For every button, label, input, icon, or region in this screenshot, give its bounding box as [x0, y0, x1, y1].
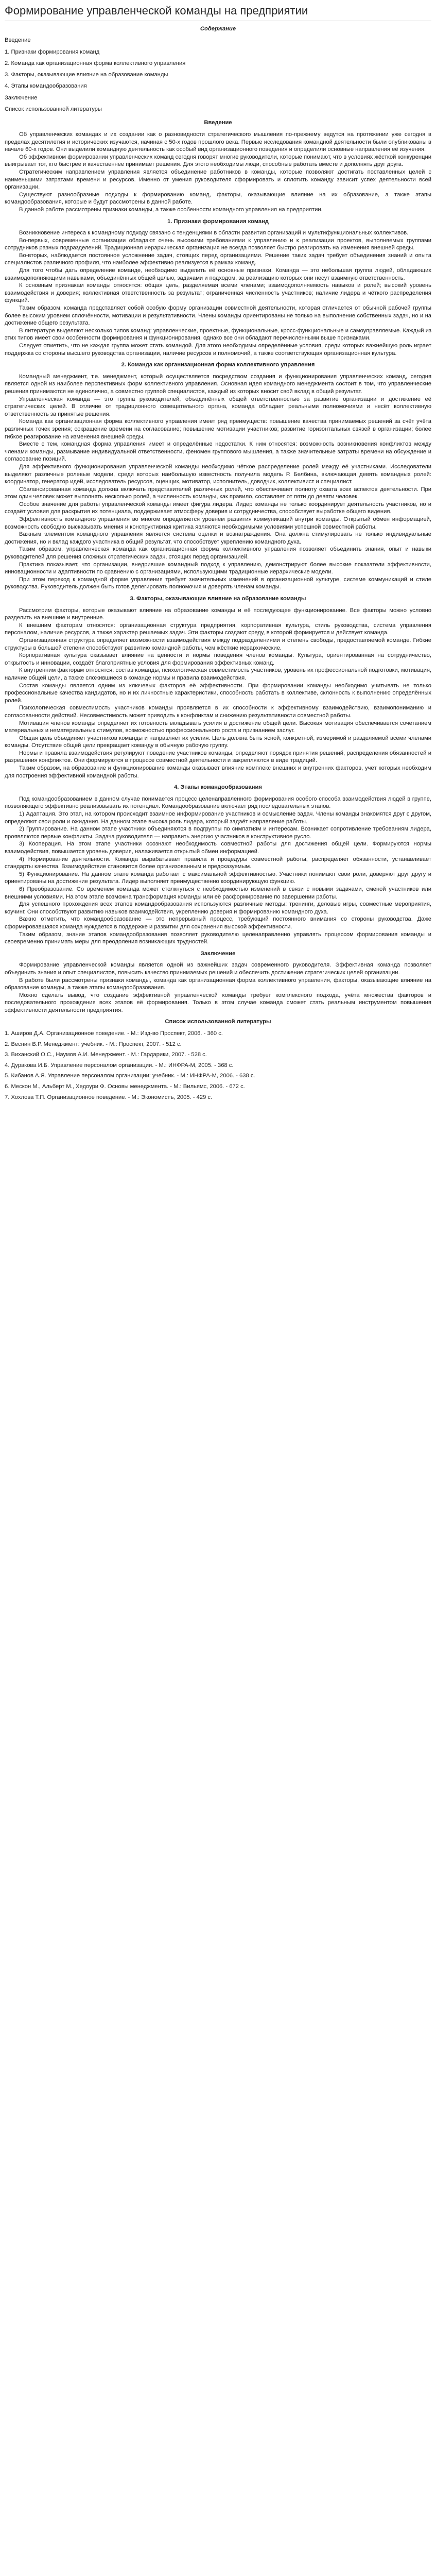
- paragraph: В литературе выделяют несколько типов команд: управленческие, проектные, функциональные, кросс-функциональные и самоуправляемые. Каждый из этих типов имеет свои особенности формирования и функционирования, однако все они обладают перечисленными выше признаками.: [5, 327, 431, 342]
- paragraph: Таким образом, знание этапов командообразования позволяет руководителю целенаправленно управлять процессом формирования команды и своевременно принимать меры для преодоления возникающих трудностей.: [5, 931, 431, 945]
- toc-list: [5, 35, 431, 115]
- section: [5, 357, 431, 591]
- paragraph: К внешним факторам относятся: организационная структура предприятия, корпоративная культура, стиль руководства, система управления персоналом, наличие ресурсов, а также характер решаемых задач. Эти факторы создают среду, в которой формируется и действует команда.: [5, 622, 431, 636]
- paragraph: Состав команды является одним из ключевых факторов её эффективности. При формировании команды необходимо учитывать не только профессиональные качества кандидатов, но и их личностные характеристики, способность работать в коллективе, склонность к выполнению определённых ролей.: [5, 682, 431, 704]
- section: [5, 946, 431, 1014]
- paragraph: При этом переход к командной форме управления требует значительных изменений в организационной культуре, системе коммуникаций и стиле руководства. Руководитель должен быть готов делегировать полномочия и доверять членам команды.: [5, 576, 431, 590]
- paragraph: Организационная структура определяет возможности взаимодействия между подразделениями и степень свободы, предоставляемой команде. Гибкие структуры в большей степени способствуют развитию командной работы, чем жёсткие иерархические.: [5, 637, 431, 651]
- paragraph: Для успешного прохождения всех этапов командообразования используются различные методы: тренинги, деловые игры, совместные мероприятия, коучинг. Они способствуют развитию навыков взаимодействия, укреплению доверия и формированию командного духа.: [5, 901, 431, 915]
- paragraph: Об эффективном формировании управленческих команд сегодня говорят многие руководители, которые понимают, что в условиях жёсткой конкуренции выигрывает тот, кто быстрее и качественнее принимает решения. Для этого необходимы люди, способные работать вместе и дополнять друг друга.: [5, 154, 431, 168]
- paragraph: Управленческая команда — это группа руководителей, объединённых общей ответственностью за развитие организации и достижение её стратегических целей. В отличие от традиционного совещательного органа, команда обладает реальными полномочиями и несёт коллективную ответственность за принятые решения.: [5, 396, 431, 417]
- paragraph: Мотивация членов команды определяет их готовность вкладывать усилия в достижение общей цели. Высокая мотивация обеспечивается сочетанием материальных и нематериальных стимулов, возможностью профессионального роста и признанием заслуг.: [5, 720, 431, 734]
- toc-item: 1. Признаки формирования команд: [5, 48, 100, 55]
- section: [5, 779, 431, 945]
- paragraph: К основным признакам команды относятся: общая цель, разделяемая всеми членами; взаимодополняемость навыков и ролей; высокий уровень взаимодействия и доверия; коллективная ответственность за результат; ограниченная численность участников; наличие лидера и чёткого распределения функций.: [5, 282, 431, 304]
- paragraph: Следует отметить, что не каждая группа может стать командой. Для этого необходимы определённые условия, среди которых важнейшую роль играет поддержка со стороны высшего руководства организации, наличие ресурсов и полномочий, а также соответствующая организационная культура.: [5, 343, 431, 357]
- toc-item: 3. Факторы, оказывающие влияние на образование команды: [5, 72, 168, 78]
- paragraph: Команда как организационная форма коллективного управления имеет ряд преимуществ: повышение качества принимаемых решений за счёт учёта различных точек зрения; сокращение времени на согласование; повышение мотивации участников; развитие горизонтальных связей в организации; более гибкое реагирование на изменения внешней среды.: [5, 418, 431, 440]
- document-body: [5, 115, 431, 1014]
- paragraph: 4) Нормирование деятельности. Команда вырабатывает правила и процедуры совместной работы, распределяет обязанности, устанавливает стандарты качества. Взаимодействие становится более организованным и предсказуемым.: [5, 856, 431, 870]
- section-heading: 3. Факторы, оказывающие влияние на образование команды: [130, 596, 306, 602]
- paragraph: В данной работе рассмотрены признаки команды, а также особенности командного управления на предприятии.: [19, 206, 323, 213]
- paragraph: Возникновение интереса к командному подходу связано с тенденциями в области развития организаций и мультифункциональных коллективов.: [19, 230, 409, 236]
- section-heading: 4. Этапы командообразования: [174, 784, 262, 791]
- paragraph: Для того чтобы дать определение команде, необходимо выделить её основные признаки. Команда — это небольшая группа людей, обладающих взаимодополняющими навыками, объединённых общей целью, задачами и подходом, за реализацию которых они несут взаимную ответственность.: [5, 267, 431, 281]
- paragraph: Важно отметить, что командообразование — это непрерывный процесс, требующий постоянного внимания со стороны руководства. Даже сформировавшаяся команда нуждается в поддержке и развитии для сохранения высокой эффективности.: [5, 916, 431, 930]
- paragraph: Об управленческих командах и их создании как о разновидности стратегического мышления по-прежнему ведутся на протяжении уже сегодня в пределах десятилетия и исторических изучаются, начиная с 50-х годов прошлого века. Первые исследования командной деятельности были опубликованы в начале 60-х годов. Они выделили командную деятельность как особый вид организационного поведения и определили основные направления её изучения.: [5, 131, 431, 153]
- section-heading: 1. Признаки формирования команд: [167, 218, 269, 225]
- paragraph: Таким образом, управленческая команда как организационная форма коллективного управления позволяет объединить знания, опыт и навыки руководителей для решения сложных стратегических задач, стоящих перед организацией.: [5, 546, 431, 561]
- paragraph: 3) Кооперация. На этом этапе участники осознают необходимость совместной работы для достижения общей цели. Формируются нормы взаимодействия, повышается уровень доверия, налаживается открытый обмен информацией.: [5, 841, 431, 855]
- paragraph: Эффективность командного управления во многом определяется уровнем развития коммуникаций внутри команды. Открытый обмен информацией, возможность свободно высказывать мнения и конструктивная критика являются необходимыми условиями успешной совместной работы.: [5, 516, 431, 530]
- section: [5, 591, 431, 779]
- section-heading: Заключение: [200, 950, 236, 957]
- paragraph: Рассмотрим факторы, которые оказывают влияние на образование команды и её последующее функционирование. Все факторы можно условно разделить на внешние и внутренние.: [5, 607, 431, 621]
- page-title: Формирование управленческой команды на предприятии: [5, 4, 431, 21]
- section-heading: 2. Команда как организационная форма коллективного управления: [121, 362, 315, 368]
- paragraph: Корпоративная культура оказывает влияние на ценности и нормы поведения членов команды. Культура, ориентированная на сотрудничество, открытость и инновации, создаёт благоприятные условия для формирования эффективных команд.: [5, 652, 431, 666]
- literature-item: 3. Виханский О.С., Наумов А.И. Менеджмент. - М.: Гардарики, 2007. - 528 с.: [5, 1052, 207, 1058]
- literature-item: 2. Веснин В.Р. Менеджмент: учебник. - М.: Проспект, 2007. - 512 с.: [5, 1041, 182, 1047]
- paragraph: В работе были рассмотрены признаки команды, команда как организационная форма коллективного управления, факторы, оказывающие влияние на образование команды, а также этапы командообразования.: [5, 977, 431, 991]
- paragraph: Во-вторых, наблюдается постоянное усложнение задач, стоящих перед организациями. Решение таких задач требует объединения знаний и опыта специалистов различного профиля, что наиболее эффективно реализуется в рамках команд.: [5, 252, 431, 266]
- literature-item: 1. Аширов Д.А. Организационное поведение. - М.: Изд-во Проспект, 2006. - 360 с.: [5, 1030, 223, 1037]
- literature-item: 5. Кибанов А.Я. Управление персоналом организации: учебник. - М.: ИНФРА-М, 2006. - 638 с.: [5, 1073, 255, 1079]
- paragraph: Можно сделать вывод, что создание эффективной управленческой команды требует комплексного подхода, учёта множества факторов и последовательного прохождения всех этапов её формирования. Только в этом случае команда сможет стать реальным инструментом повышения эффективности деятельности предприятия.: [5, 992, 431, 1013]
- literature-section: [5, 1014, 431, 1101]
- paragraph: Под командообразованием в данном случае понимается процесс целенаправленного формирования особого способа взаимодействия людей в группе, позволяющего эффективно реализовывать их потенциал. Командообразование включает ряд последовательных этапов.: [5, 795, 431, 810]
- paragraph: Важным элементом командного управления является система оценки и вознаграждения. Она должна стимулировать не только индивидуальные достижения, но и вклад каждого участника в общий результат, что способствует укреплению командного духа.: [5, 531, 431, 545]
- paragraph: Таким образом, на образование и функционирование команды оказывает влияние комплекс внешних и внутренних факторов, учёт которых необходим для построения эффективной командной работы.: [5, 765, 431, 779]
- toc-item: Список использованной литературы: [5, 106, 102, 113]
- paragraph: Для эффективного функционирования управленческой команды необходимо чёткое распределение ролей между её участниками. Исследователи выделяют различные ролевые модели, среди которых наибольшую известность получила модель Р. Белбина, включающая девять командных ролей: координатор, генератор идей, исследователь ресурсов, оценщик, мотиватор, исполнитель, доводчик, коллективист и специалист.: [5, 463, 431, 485]
- section-heading: Введение: [204, 120, 232, 126]
- paragraph: Нормы и правила взаимодействия регулируют поведение участников команды, определяют порядок принятия решений, распределения обязанностей и разрешения конфликтов. Они формируются в процессе совместной деятельности и закрепляются в виде традиций.: [5, 750, 431, 764]
- paragraph: 1) Адаптация. Это этап, на котором происходит взаимное информирование участников и осмысление задач. Члены команды знакомятся друг с другом, определяют свои роли и ожидания. На данном этапе высока роль лидера, который задаёт направление работы.: [5, 811, 431, 825]
- toc-item: Введение: [5, 37, 31, 44]
- section: [5, 115, 431, 213]
- paragraph: 6) Преобразование. Со временем команда может столкнуться с необходимостью изменений в связи с новыми задачами, сменой участников или внешними условиями. На этом этапе возможна трансформация команды или её расформирование по завершении работы.: [5, 886, 431, 900]
- table-of-contents: [5, 23, 431, 115]
- paragraph: Стратегическим направлением управления является объединение работников в команды, которые позволяют достигать поставленных целей с наименьшими затратами времени и ресурсов. Именно от умения руководителя сформировать и сплотить команду зависит успех деятельности всей организации.: [5, 168, 431, 191]
- paragraph: Вместе с тем, командная форма управления имеет и определённые недостатки. К ним относятся: возможность возникновения конфликтов между членами команды, размывание индивидуальной ответственности, феномен группового мышления, а также значительные затраты времени на обсуждение и согласование позиций.: [5, 441, 431, 463]
- paragraph: Сбалансированная команда должна включать представителей различных ролей, что обеспечивает полноту охвата всех аспектов деятельности. При этом один человек может выполнять несколько ролей, а численность команды, как правило, составляет от пяти до девяти человек.: [5, 486, 431, 500]
- toc-heading: Содержание: [200, 26, 236, 32]
- document-page: [5, 4, 431, 1120]
- paragraph: Во-первых, современные организации обладают очень высокими требованиями к управлению и к реализации проектов, выполняемых группами сотрудников разных подразделений. Традиционная иерархическая организация не всегда позволяет быстро реагировать на изменения внешней среды.: [5, 237, 431, 251]
- paragraph: Психологическая совместимость участников команды проявляется в их способности к эффективному взаимодействию, взаимопониманию и согласованности действий. Несовместимость может приводить к конфликтам и снижению результативности совместной работы.: [5, 705, 431, 719]
- literature-heading: Список использованной литературы: [165, 1019, 271, 1025]
- literature-item: 6. Мескон М., Альберт М., Хедоури Ф. Основы менеджмента. - М.: Вильямс, 2006. - 672 с.: [5, 1083, 245, 1090]
- toc-item: 2. Команда как организационная форма коллективного управления: [5, 60, 186, 66]
- literature-item: 7. Хохлова Т.П. Организационное поведение. - М.: Экономистъ, 2005. - 429 с.: [5, 1094, 213, 1100]
- paragraph: Таким образом, команда представляет собой особую форму организации совместной деятельности, которая отличается от обычной рабочей группы более высоким уровнем сплочённости, мотивации и результативности. Члены команды ориентированы не только на выполнение собственных задач, но и на достижение общего результата.: [5, 305, 431, 327]
- paragraph: Формирование управленческой команды является одной из важнейших задач современного руководителя. Эффективная команда позволяет объединить знания и опыт специалистов, повысить качество принимаемых решений и обеспечить достижение стратегических целей организации.: [5, 962, 431, 976]
- paragraph: 2) Группирование. На данном этапе участники объединяются в подгруппы по симпатиям и интересам. Возникает сопротивление требованиям лидера, проявляются первые конфликты. Задача руководителя — направить энергию участников в конструктивное русло.: [5, 826, 431, 840]
- toc-item: Заключение: [5, 94, 38, 101]
- paragraph: Практика показывает, что организации, внедрившие командный подход к управлению, демонстрируют более высокие показатели эффективности, инновационности и адаптивности по сравнению с организациями, использующими традиционные иерархические модели.: [5, 561, 431, 575]
- paragraph: Командный менеджмент, т.е. менеджмент, который осуществляется посредством создания и функционирования управленческих команд, сегодня является одной из наиболее перспективных форм коллективного управления. Основная идея командного менеджмента состоит в том, что управленческие решения принимаются не единолично, а совместно группой специалистов, каждый из которых вносит свой вклад в общий результат.: [5, 373, 431, 395]
- literature-list: [5, 1030, 431, 1101]
- paragraph: Общая цель объединяет участников команды и направляет их усилия. Цель должна быть ясной, конкретной, измеримой и разделяемой всеми членами команды. Отсутствие общей цели превращает команду в обычную рабочую группу.: [5, 735, 431, 749]
- paragraph: Особое значение для работы управленческой команды имеет фигура лидера. Лидер команды не только координирует деятельность участников, но и создаёт условия для раскрытия их потенциала, поддерживает атмосферу доверия и сотрудничества, способствует выработке общего видения.: [5, 501, 431, 515]
- toc-item: 4. Этапы командообразования: [5, 83, 87, 90]
- section: [5, 214, 431, 358]
- literature-item: 4. Дуракова И.Б. Управление персоналом организации. - М.: ИНФРА-М, 2005. - 368 с.: [5, 1062, 234, 1069]
- paragraph: Существуют разнообразные подходы к формированию команд, факторы, оказывающие влияние на их образование, а также этапы командообразования, которые и будут рассмотрены в данной работе.: [5, 191, 431, 206]
- paragraph: 5) Функционирование. На данном этапе команда работает с максимальной эффективностью. Участники понимают свои роли, доверяют друг другу и ориентированы на достижение результата. Лидер выполняет преимущественно координирующую функцию.: [5, 871, 431, 885]
- paragraph: К внутренним факторам относятся: состав команды, психологическая совместимость участников, уровень их профессиональной подготовки, мотивация, наличие общей цели, а также сложившиеся в команде нормы и правила взаимодействия.: [5, 667, 431, 681]
